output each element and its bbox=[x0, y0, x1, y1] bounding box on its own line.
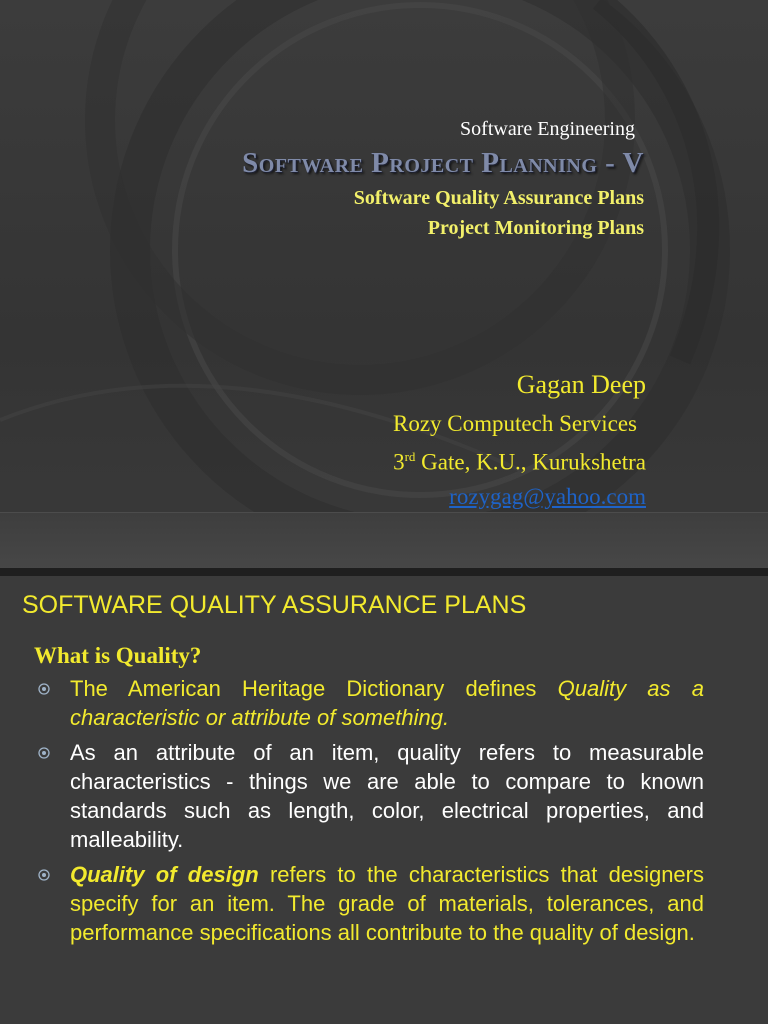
bullet-2-text: As an attribute of an item, quality refers to measurable characteristics - things we are able to compare to known standards such as length, color, electrical properties, and malleability. bbox=[70, 740, 704, 852]
bullet-list bbox=[38, 674, 704, 953]
slide-subtitle-1: Software Quality Assurance Plans bbox=[353, 187, 644, 209]
organization-name: Rozy Computech Services bbox=[392, 411, 637, 436]
bullet-1-text: The American Heritage Dictionary defines bbox=[70, 676, 558, 701]
address-ordinal-suffix: rd bbox=[404, 449, 416, 464]
author-name: Gagan Deep bbox=[516, 370, 646, 399]
content-slide bbox=[0, 576, 768, 1024]
address-ordinal: 3 bbox=[393, 449, 405, 475]
list-item bbox=[38, 860, 704, 947]
circled-dot-bullet-icon bbox=[38, 747, 50, 759]
footer-band bbox=[0, 512, 768, 568]
circled-dot-bullet-icon bbox=[38, 869, 50, 881]
list-item bbox=[38, 738, 704, 854]
address-line bbox=[393, 449, 646, 476]
address-rest: Gate, K.U., Kurukshetra bbox=[415, 449, 646, 475]
slide-separator bbox=[0, 568, 768, 576]
email-link[interactable]: rozygag@yahoo.com bbox=[449, 484, 646, 509]
bullet-3-text: refers to the characteristics that designers specify for an item. The grade of materials, tolerances, and performance specifications all contribute to the quality of design. bbox=[70, 862, 704, 945]
slide-subheading: What is Quality? bbox=[34, 643, 202, 668]
slide-title: Software Project Planning - V bbox=[242, 147, 644, 179]
bullet-1-emphasis: Quality as a characteristic or attribute of something. bbox=[70, 676, 704, 730]
circled-dot-bullet-icon bbox=[38, 683, 50, 695]
subject-label: Software Engineering bbox=[460, 118, 635, 140]
slide-subtitle-2: Project Monitoring Plans bbox=[427, 217, 644, 239]
bullet-3-emphasis: Quality of design bbox=[70, 862, 259, 887]
list-item bbox=[38, 674, 704, 732]
slide-heading: SOFTWARE QUALITY ASSURANCE PLANS bbox=[22, 591, 527, 619]
